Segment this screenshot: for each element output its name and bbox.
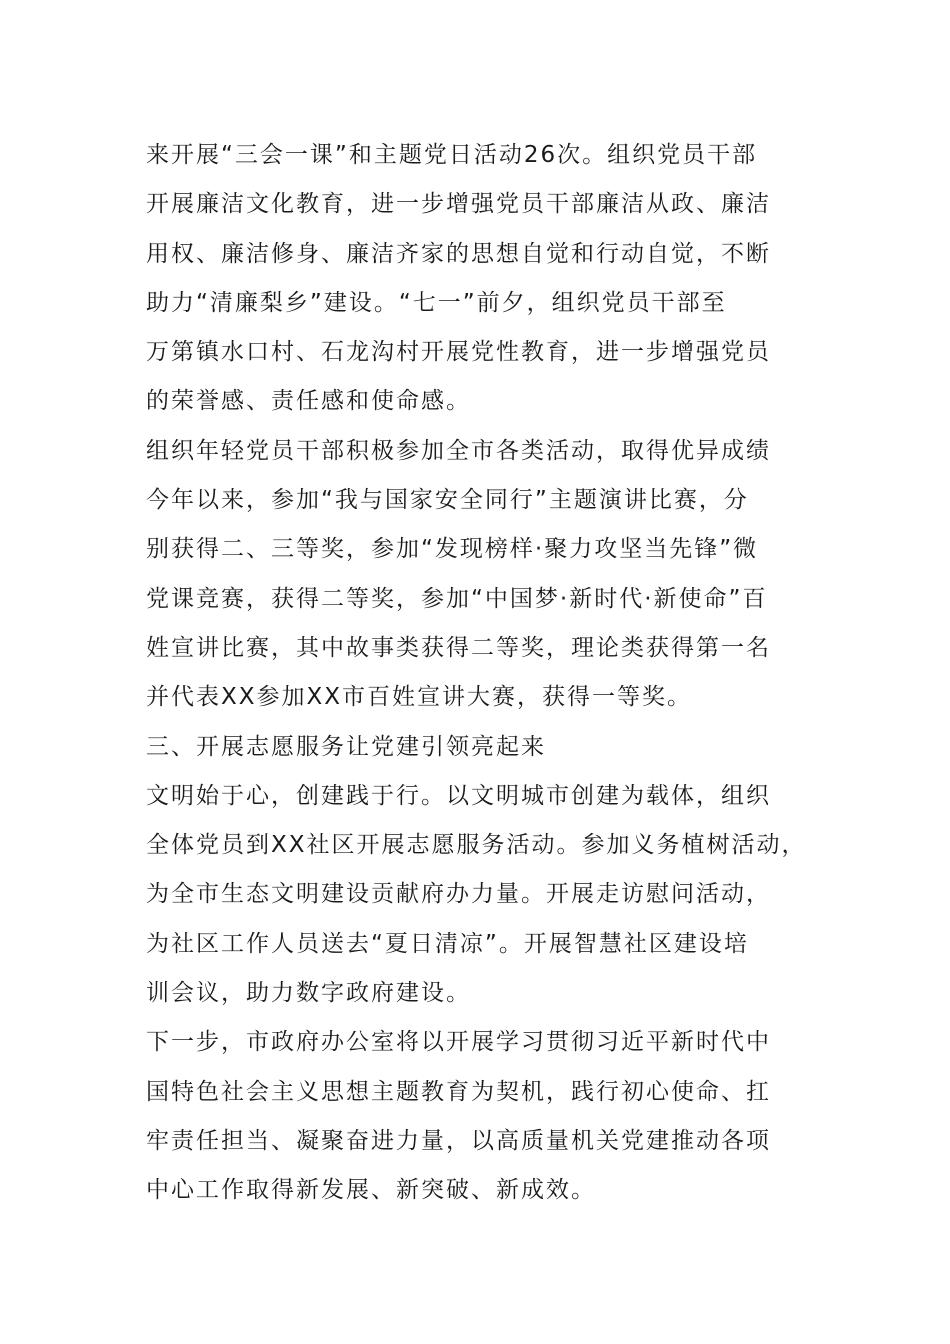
- document-body: [146, 131, 810, 1216]
- text-line: 助力“清廉梨乡”建设。“七一”前夕，组织党员干部至: [146, 289, 727, 316]
- text-line: 训会议，助力数字政府建设。: [146, 980, 471, 1007]
- text-line: 为社区工作人员送去“夏日清凉”。开展智慧社区建设培: [146, 930, 749, 957]
- text-line: 开展廉洁文化教育，进一步增强党员干部廉洁从政、廉洁: [146, 191, 771, 218]
- text-line: 来开展“三会一课”和主题党日活动26次。组织党员干部: [146, 142, 758, 168]
- text-line: 国特色社会主义思想主题教育为契机，践行初心使命、扛: [146, 1078, 771, 1105]
- text-line: 万第镇水口村、石龙沟村开展党性教育，进一步增强党员: [146, 339, 771, 366]
- text-line: 组织年轻党员干部积极参加全市各类活动，取得优异成绩: [146, 437, 771, 464]
- text-line: 别获得二、三等奖，参加“发现榜样·聚力攻坚当先锋”微: [146, 536, 759, 563]
- text-line: 党课竞赛，获得二等奖，参加“中国梦·新时代·新使命”百: [146, 585, 768, 612]
- text-line: 今年以来，参加“我与国家安全同行”主题演讲比赛，分: [146, 487, 749, 514]
- text-line: 牢责任担当、凝聚奋进力量，以高质量机关党建推动各项: [146, 1127, 771, 1154]
- text-line: 姓宣讲比赛，其中故事类获得二等奖，理论类获得第一名: [146, 634, 771, 661]
- text-line: 并代表XX参加XX市百姓宣讲大赛，获得一等奖。: [146, 684, 693, 711]
- text-line: 下一步，市政府办公室将以开展学习贯彻习近平新时代中: [146, 1029, 771, 1056]
- text-line: 用权、廉洁修身、廉洁齐家的思想自觉和行动自觉，不断: [146, 240, 771, 267]
- section-heading: 三、开展志愿服务让党建引领亮起来: [146, 733, 546, 760]
- text-line: 为全市生态文明建设贡献府办力量。开展走访慰问活动，: [146, 881, 771, 908]
- text-line: 文明始于心，创建践于行。以文明城市创建为载体，组织: [146, 782, 771, 809]
- text-line: 的荣誉感、责任感和使命感。: [146, 388, 471, 415]
- text-line: 全体党员到XX社区开展志愿服务活动。参加义务植树活动，: [146, 832, 807, 859]
- text-line: 中心工作取得新发展、新突破、新成效。: [146, 1177, 596, 1204]
